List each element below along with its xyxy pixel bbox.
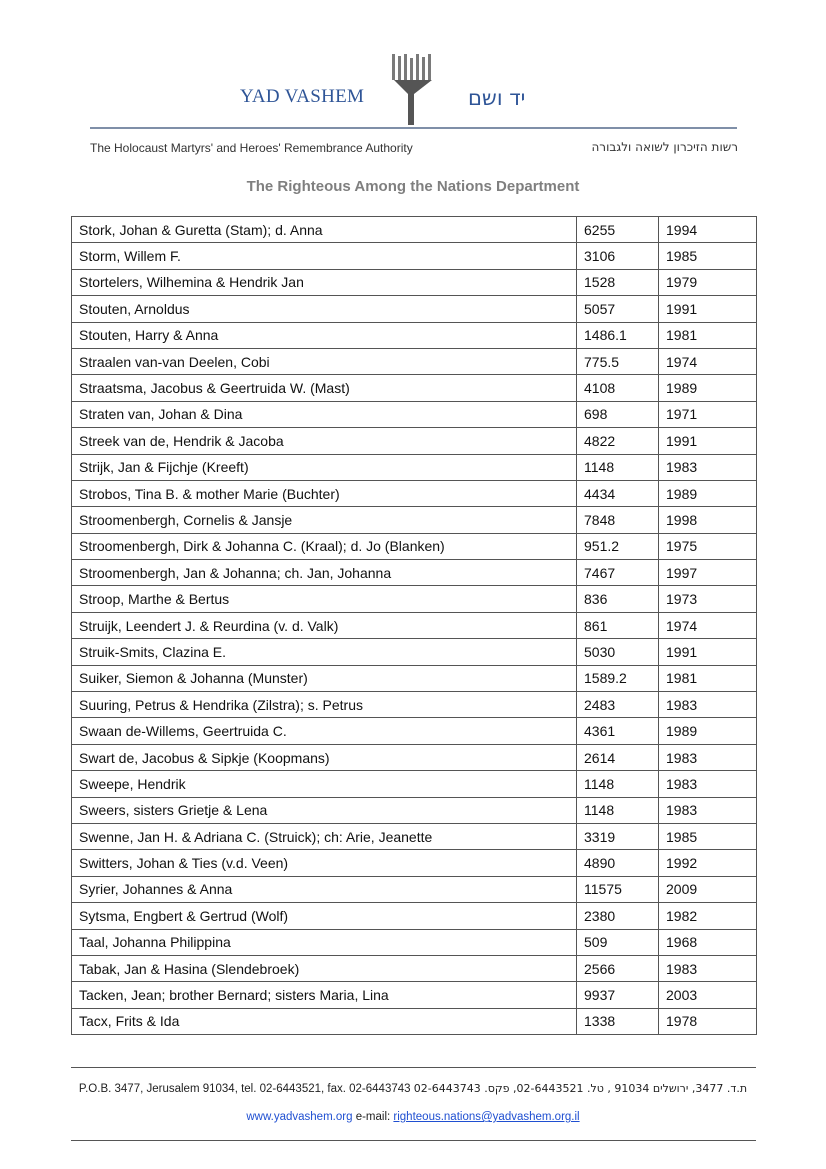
header-divider — [90, 127, 737, 129]
name-cell: Storm, Willem F. — [72, 243, 577, 269]
year-cell: 2009 — [659, 876, 757, 902]
table-row — [72, 797, 757, 823]
table-row — [72, 744, 757, 770]
name-cell: Switters, Johan & Ties (v.d. Veen) — [72, 850, 577, 876]
file-number-cell: 836 — [577, 586, 659, 612]
table-row — [72, 428, 757, 454]
table-row — [72, 692, 757, 718]
name-cell: Swenne, Jan H. & Adriana C. (Struick); ch: Arie, Jeanette — [72, 823, 577, 849]
file-number-cell: 861 — [577, 612, 659, 638]
year-cell: 1983 — [659, 744, 757, 770]
footer-address — [0, 1082, 826, 1095]
table-row — [72, 454, 757, 480]
year-cell: 1989 — [659, 375, 757, 401]
year-cell: 1975 — [659, 533, 757, 559]
name-cell: Stork, Johan & Guretta (Stam); d. Anna — [72, 217, 577, 243]
website-link[interactable]: www.yadvashem.org — [246, 1111, 353, 1123]
file-number-cell: 1148 — [577, 771, 659, 797]
file-number-cell: 2614 — [577, 744, 659, 770]
year-cell: 1971 — [659, 401, 757, 427]
file-number-cell: 7467 — [577, 560, 659, 586]
logo-hebrew: יד ושם — [468, 86, 526, 110]
year-cell: 1978 — [659, 1008, 757, 1034]
table-row — [72, 322, 757, 348]
righteous-list-table — [71, 216, 757, 1035]
file-number-cell: 5030 — [577, 639, 659, 665]
name-cell: Streek van de, Hendrik & Jacoba — [72, 428, 577, 454]
year-cell: 1982 — [659, 903, 757, 929]
file-number-cell: 7848 — [577, 507, 659, 533]
name-cell: Stouten, Harry & Anna — [72, 322, 577, 348]
year-cell: 1983 — [659, 454, 757, 480]
file-number-cell: 6255 — [577, 217, 659, 243]
file-number-cell: 775.5 — [577, 348, 659, 374]
table-row — [72, 639, 757, 665]
table-row — [72, 982, 757, 1008]
table-row — [72, 903, 757, 929]
name-cell: Stortelers, Wilhemina & Hendrik Jan — [72, 269, 577, 295]
table-row — [72, 217, 757, 243]
table-row — [72, 269, 757, 295]
table-row — [72, 1008, 757, 1034]
file-number-cell: 4434 — [577, 480, 659, 506]
name-cell: Swart de, Jacobus & Sipkje (Koopmans) — [72, 744, 577, 770]
year-cell: 1985 — [659, 823, 757, 849]
file-number-cell: 1148 — [577, 454, 659, 480]
name-cell: Straalen van-van Deelen, Cobi — [72, 348, 577, 374]
year-cell: 1998 — [659, 507, 757, 533]
name-cell: Stouten, Arnoldus — [72, 296, 577, 322]
year-cell: 1981 — [659, 322, 757, 348]
authority-english: The Holocaust Martyrs' and Heroes' Remembrance Authority — [90, 141, 413, 155]
year-cell: 1989 — [659, 480, 757, 506]
file-number-cell: 1589.2 — [577, 665, 659, 691]
year-cell: 1968 — [659, 929, 757, 955]
table-row — [72, 876, 757, 902]
name-cell: Suuring, Petrus & Hendrika (Zilstra); s. Petrus — [72, 692, 577, 718]
table-body — [72, 217, 757, 1035]
file-number-cell: 4108 — [577, 375, 659, 401]
name-cell: Stroop, Marthe & Bertus — [72, 586, 577, 612]
address-hebrew: ת.ד. 3477, ירושלים 91034 , טל. 02-6443521, פקס. 02-6443743 — [413, 1082, 748, 1095]
logo-english: YAD VASHEM — [240, 86, 365, 107]
file-number-cell: 951.2 — [577, 533, 659, 559]
footer-contact — [0, 1111, 826, 1123]
file-number-cell: 1338 — [577, 1008, 659, 1034]
name-cell: Tabak, Jan & Hasina (Slendebroek) — [72, 955, 577, 981]
year-cell: 1991 — [659, 296, 757, 322]
name-cell: Strijk, Jan & Fijchje (Kreeft) — [72, 454, 577, 480]
year-cell: 1981 — [659, 665, 757, 691]
table-row — [72, 533, 757, 559]
name-cell: Suiker, Siemon & Johanna (Munster) — [72, 665, 577, 691]
name-cell: Straatsma, Jacobus & Geertruida W. (Mast) — [72, 375, 577, 401]
file-number-cell: 5057 — [577, 296, 659, 322]
table-row — [72, 296, 757, 322]
file-number-cell: 4890 — [577, 850, 659, 876]
file-number-cell: 1528 — [577, 269, 659, 295]
year-cell: 1973 — [659, 586, 757, 612]
year-cell: 1983 — [659, 955, 757, 981]
file-number-cell: 1148 — [577, 797, 659, 823]
file-number-cell: 11575 — [577, 876, 659, 902]
year-cell: 1983 — [659, 771, 757, 797]
name-cell: Struik-Smits, Clazina E. — [72, 639, 577, 665]
year-cell: 1992 — [659, 850, 757, 876]
file-number-cell: 3106 — [577, 243, 659, 269]
letterhead — [0, 0, 826, 175]
table-row — [72, 612, 757, 638]
file-number-cell: 4361 — [577, 718, 659, 744]
year-cell: 1974 — [659, 612, 757, 638]
year-cell: 1994 — [659, 217, 757, 243]
year-cell: 1991 — [659, 428, 757, 454]
name-cell: Syrier, Johannes & Anna — [72, 876, 577, 902]
name-cell: Stroomenbergh, Jan & Johanna; ch. Jan, Johanna — [72, 560, 577, 586]
file-number-cell: 4822 — [577, 428, 659, 454]
authority-hebrew: רשות הזיכרון לשואה ולגבורה — [591, 140, 738, 154]
file-number-cell: 2566 — [577, 955, 659, 981]
address-english: P.O.B. 3477, Jerusalem 91034, tel. 02-6443521, fax. 02-6443743 — [78, 1083, 411, 1095]
year-cell: 2003 — [659, 982, 757, 1008]
name-cell: Tacken, Jean; brother Bernard; sisters Maria, Lina — [72, 982, 577, 1008]
table-row — [72, 823, 757, 849]
email-link[interactable]: righteous.nations@yadvashem.org.il — [393, 1111, 580, 1123]
file-number-cell: 3319 — [577, 823, 659, 849]
department-title: The Righteous Among the Nations Department — [246, 178, 580, 195]
file-number-cell: 1486.1 — [577, 322, 659, 348]
year-cell: 1983 — [659, 797, 757, 823]
table-row — [72, 665, 757, 691]
file-number-cell: 2483 — [577, 692, 659, 718]
table-row — [72, 243, 757, 269]
file-number-cell: 2380 — [577, 903, 659, 929]
file-number-cell: 9937 — [577, 982, 659, 1008]
table-row — [72, 718, 757, 744]
year-cell: 1979 — [659, 269, 757, 295]
table-row — [72, 348, 757, 374]
name-cell: Sytsma, Engbert & Gertrud (Wolf) — [72, 903, 577, 929]
table-row — [72, 850, 757, 876]
file-number-cell: 509 — [577, 929, 659, 955]
name-cell: Tacx, Frits & Ida — [72, 1008, 577, 1034]
name-cell: Straten van, Johan & Dina — [72, 401, 577, 427]
table-row — [72, 375, 757, 401]
table-row — [72, 560, 757, 586]
table-row — [72, 771, 757, 797]
table-row — [72, 401, 757, 427]
year-cell: 1991 — [659, 639, 757, 665]
email-label: e-mail: — [355, 1111, 391, 1123]
name-cell: Strobos, Tina B. & mother Marie (Buchter) — [72, 480, 577, 506]
yad-vashem-emblem-icon — [388, 52, 438, 127]
year-cell: 1997 — [659, 560, 757, 586]
table-row — [72, 929, 757, 955]
year-cell: 1983 — [659, 692, 757, 718]
year-cell: 1985 — [659, 243, 757, 269]
name-cell: Stroomenbergh, Cornelis & Jansje — [72, 507, 577, 533]
name-cell: Sweers, sisters Grietje & Lena — [72, 797, 577, 823]
footer-divider-top — [71, 1067, 756, 1068]
table-row — [72, 586, 757, 612]
name-cell: Sweepe, Hendrik — [72, 771, 577, 797]
table-row — [72, 507, 757, 533]
table-row — [72, 480, 757, 506]
year-cell: 1974 — [659, 348, 757, 374]
footer-divider-bottom — [71, 1140, 756, 1141]
name-cell: Taal, Johanna Philippina — [72, 929, 577, 955]
table-row — [72, 955, 757, 981]
name-cell: Struijk, Leendert J. & Reurdina (v. d. Valk) — [72, 612, 577, 638]
name-cell: Swaan de-Willems, Geertruida C. — [72, 718, 577, 744]
file-number-cell: 698 — [577, 401, 659, 427]
year-cell: 1989 — [659, 718, 757, 744]
name-cell: Stroomenbergh, Dirk & Johanna C. (Kraal); d. Jo (Blanken) — [72, 533, 577, 559]
